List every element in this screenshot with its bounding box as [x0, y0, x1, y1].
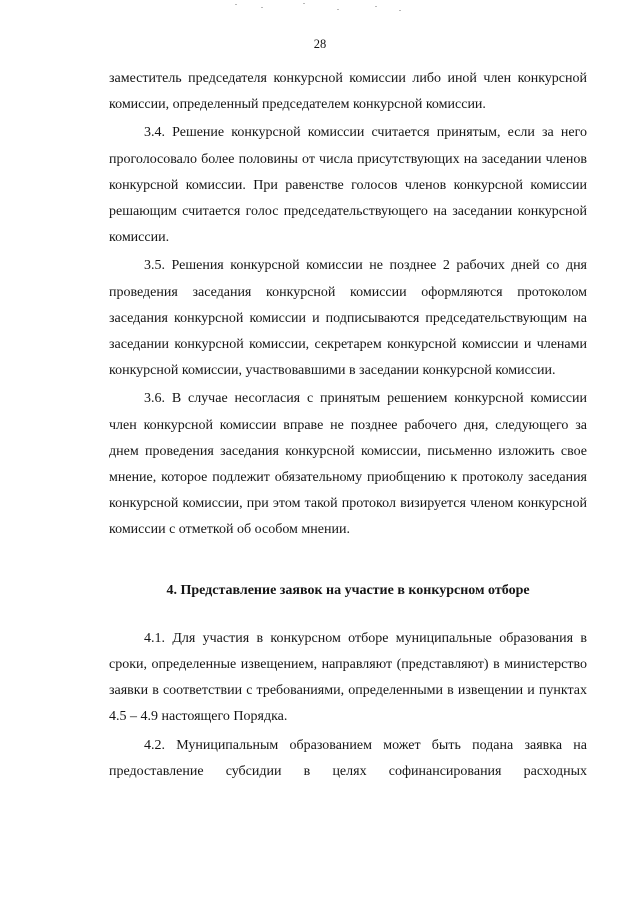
paragraph-3-6: 3.6. В случае несогласия с принятым решением конкурсной комиссии член конкурсной комиссии вправе не позднее рабочего дня, следующего за днем проведения заседания конкурсной комиссии, письменно изложить свое мнение, которое подлежит обязательному приобщению к протоколу заседания конкурсной комиссии, при этом такой протокол визируется членом конкурсной комиссии с отметкой об особом мнении. — [109, 391, 587, 538]
document-body — [109, 66, 587, 785]
page-number: 28 — [313, 37, 327, 51]
paragraph-4-2: 4.2. Муниципальным образованием может быть подана заявка на предоставление субсидии в целях софинансирования расходных — [109, 737, 587, 779]
paragraph-intro: заместитель председателя конкурсной комиссии либо иной член конкурсной комиссии, определенный председателем конкурсной комиссии. — [109, 71, 587, 113]
section-heading-4: 4. Представление заявок на участие в конкурсном отборе — [166, 582, 530, 598]
scan-artifacts — [215, 0, 415, 14]
paragraph-4-1: 4.1. Для участия в конкурсном отборе муниципальные образования в сроки, определенные извещением, направляют (представляют) в министерство заявки в соответствии с требованиями, определенными в извещении и пунктах 4.5 – 4.9 настоящего Порядка. — [109, 630, 587, 725]
paragraph-3-4: 3.4. Решение конкурсной комиссии считается принятым, если за него проголосовало более половины от числа присутствующих на заседании членов конкурсной комиссии. При равенстве голосов членов конкурсной комиссии решающим считается голос председательствующего на заседании конкурсной комиссии. — [109, 125, 587, 246]
paragraph-3-5: 3.5. Решения конкурсной комиссии не позднее 2 рабочих дней со дня проведения заседания конкурсной комиссии оформляются протоколом заседания конкурсной комиссии и подписываются председательствующим на заседании конкурсной комиссии, секретарем конкурсной комиссии и членами конкурсной комиссии, участвовавшими в заседании конкурсной комиссии. — [109, 258, 587, 379]
